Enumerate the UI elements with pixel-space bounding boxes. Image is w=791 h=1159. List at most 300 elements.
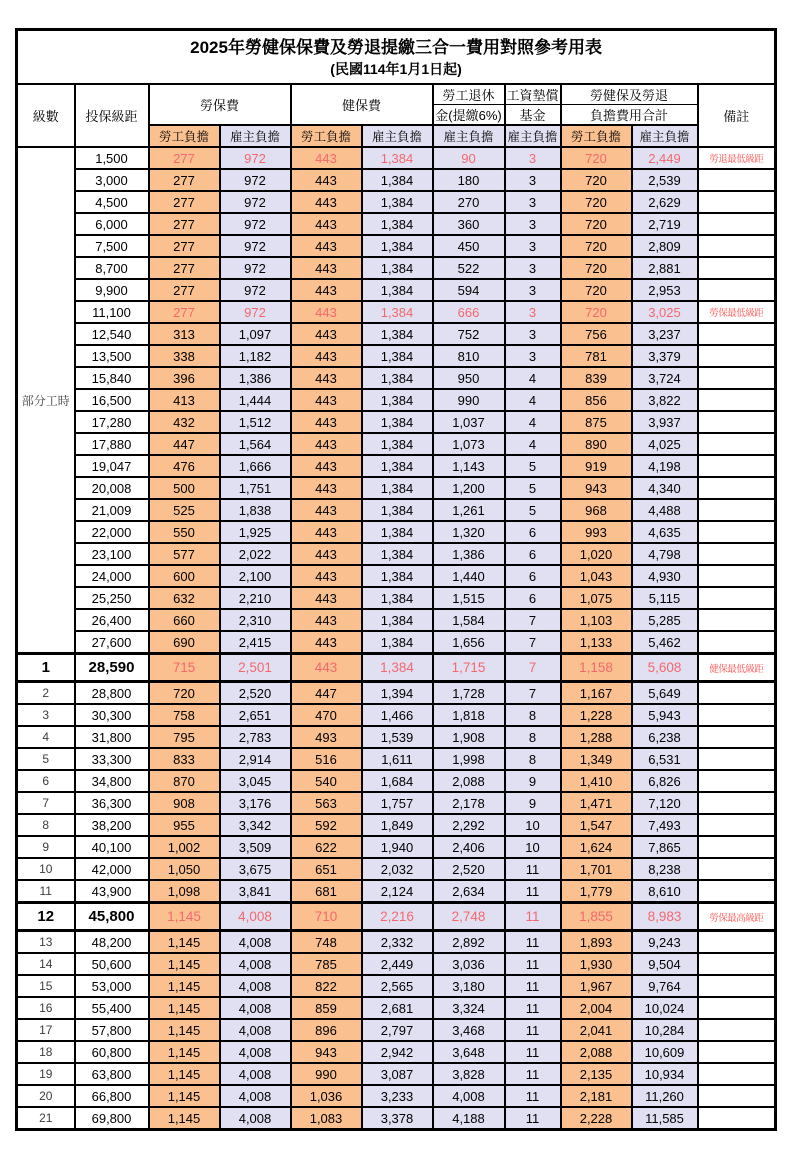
value-cell: 3,045 <box>220 770 291 792</box>
value-cell: 1,384 <box>362 169 433 191</box>
value-cell: 3,937 <box>632 411 698 433</box>
value-cell: 1,384 <box>362 279 433 301</box>
value-cell: 1,384 <box>362 543 433 565</box>
value-cell: 1,384 <box>362 631 433 654</box>
value-cell: 4 <box>505 367 561 389</box>
value-cell: 3 <box>505 323 561 345</box>
value-cell: 1,349 <box>561 748 632 770</box>
value-cell: 2,914 <box>220 748 291 770</box>
salary-bracket-cell: 8,700 <box>75 257 149 279</box>
value-cell: 2,881 <box>632 257 698 279</box>
value-cell: 720 <box>561 169 632 191</box>
value-cell: 1,386 <box>433 543 505 565</box>
table-row <box>17 748 776 770</box>
value-cell: 4,008 <box>220 953 291 975</box>
value-cell: 1,584 <box>433 609 505 631</box>
value-cell: 9 <box>505 792 561 814</box>
value-cell: 1,998 <box>433 748 505 770</box>
value-cell: 1,097 <box>220 323 291 345</box>
value-cell: 476 <box>149 455 220 477</box>
table-row <box>17 587 776 609</box>
value-cell: 3,822 <box>632 389 698 411</box>
value-cell: 2,748 <box>433 903 505 931</box>
value-cell: 11 <box>505 1107 561 1130</box>
value-cell: 1,384 <box>362 389 433 411</box>
value-cell: 5 <box>505 477 561 499</box>
value-cell: 6 <box>505 565 561 587</box>
value-cell: 1,893 <box>561 931 632 954</box>
value-cell: 11,260 <box>632 1085 698 1107</box>
value-cell: 10,609 <box>632 1041 698 1063</box>
value-cell: 6 <box>505 521 561 543</box>
value-cell: 1,384 <box>362 147 433 169</box>
value-cell: 720 <box>561 147 632 169</box>
value-cell: 4,635 <box>632 521 698 543</box>
value-cell: 1,515 <box>433 587 505 609</box>
value-cell: 443 <box>291 367 362 389</box>
value-cell: 540 <box>291 770 362 792</box>
value-cell: 3,378 <box>362 1107 433 1130</box>
salary-bracket-cell: 26,400 <box>75 609 149 631</box>
col-header-level: 級數 <box>17 84 75 147</box>
table-row <box>17 814 776 836</box>
salary-bracket-cell: 24,000 <box>75 565 149 587</box>
salary-bracket-cell: 23,100 <box>75 543 149 565</box>
value-cell: 1,410 <box>561 770 632 792</box>
value-cell: 3 <box>505 235 561 257</box>
value-cell: 1,182 <box>220 345 291 367</box>
table-row <box>17 345 776 367</box>
value-cell: 432 <box>149 411 220 433</box>
value-cell: 3,180 <box>433 975 505 997</box>
value-cell: 3 <box>505 279 561 301</box>
remark-cell <box>698 792 776 814</box>
value-cell: 1,386 <box>220 367 291 389</box>
level-cell: 6 <box>17 770 75 792</box>
value-cell: 443 <box>291 565 362 587</box>
value-cell: 11 <box>505 997 561 1019</box>
value-cell: 443 <box>291 455 362 477</box>
subheader-health-employer-share: 雇主負擔 <box>362 125 433 147</box>
table-row <box>17 213 776 235</box>
value-cell: 3 <box>505 213 561 235</box>
value-cell: 822 <box>291 975 362 997</box>
value-cell: 277 <box>149 257 220 279</box>
level-cell: 17 <box>17 1019 75 1041</box>
salary-bracket-cell: 50,600 <box>75 953 149 975</box>
table-row <box>17 931 776 954</box>
value-cell: 11 <box>505 1063 561 1085</box>
table-row <box>17 323 776 345</box>
value-cell: 443 <box>291 235 362 257</box>
value-cell: 2,520 <box>220 682 291 705</box>
table-row <box>17 1063 776 1085</box>
value-cell: 9 <box>505 770 561 792</box>
page-subtitle: (民國114年1月1日起) <box>330 60 462 77</box>
value-cell: 919 <box>561 455 632 477</box>
value-cell: 470 <box>291 704 362 726</box>
salary-bracket-cell: 31,800 <box>75 726 149 748</box>
value-cell: 3,087 <box>362 1063 433 1085</box>
subheader-wage-fund-employer-share: 雇主負擔 <box>505 125 561 147</box>
value-cell: 1,145 <box>149 903 220 931</box>
salary-bracket-cell: 48,200 <box>75 931 149 954</box>
value-cell: 710 <box>291 903 362 931</box>
value-cell: 443 <box>291 389 362 411</box>
value-cell: 1,940 <box>362 836 433 858</box>
col-header-health-insurance: 健保費 <box>291 84 433 125</box>
value-cell: 443 <box>291 521 362 543</box>
table-row <box>17 521 776 543</box>
value-cell: 443 <box>291 301 362 323</box>
remark-cell <box>698 499 776 521</box>
level-cell: 7 <box>17 792 75 814</box>
value-cell: 450 <box>433 235 505 257</box>
value-cell: 1,967 <box>561 975 632 997</box>
remark-cell <box>698 433 776 455</box>
value-cell: 622 <box>291 836 362 858</box>
value-cell: 525 <box>149 499 220 521</box>
value-cell: 2,953 <box>632 279 698 301</box>
value-cell: 870 <box>149 770 220 792</box>
salary-bracket-cell: 13,500 <box>75 345 149 367</box>
value-cell: 1,145 <box>149 1041 220 1063</box>
salary-bracket-cell: 20,008 <box>75 477 149 499</box>
title-row <box>17 30 776 85</box>
value-cell: 413 <box>149 389 220 411</box>
value-cell: 277 <box>149 191 220 213</box>
value-cell: 4,008 <box>220 931 291 954</box>
value-cell: 443 <box>291 587 362 609</box>
level-cell: 19 <box>17 1063 75 1085</box>
value-cell: 443 <box>291 169 362 191</box>
value-cell: 2,216 <box>362 903 433 931</box>
value-cell: 11 <box>505 1041 561 1063</box>
value-cell: 600 <box>149 565 220 587</box>
value-cell: 3,025 <box>632 301 698 323</box>
value-cell: 90 <box>433 147 505 169</box>
value-cell: 715 <box>149 654 220 682</box>
value-cell: 1,167 <box>561 682 632 705</box>
salary-bracket-cell: 22,000 <box>75 521 149 543</box>
value-cell: 550 <box>149 521 220 543</box>
value-cell: 1,145 <box>149 931 220 954</box>
remark-cell <box>698 235 776 257</box>
value-cell: 4,008 <box>220 1019 291 1041</box>
col-header-pension-line1: 勞工退休 <box>433 84 505 105</box>
value-cell: 338 <box>149 345 220 367</box>
value-cell: 2,088 <box>561 1041 632 1063</box>
salary-bracket-cell: 17,880 <box>75 433 149 455</box>
value-cell: 8,610 <box>632 880 698 903</box>
remark-cell <box>698 455 776 477</box>
value-cell: 6,531 <box>632 748 698 770</box>
value-cell: 4 <box>505 433 561 455</box>
salary-bracket-cell: 60,800 <box>75 1041 149 1063</box>
value-cell: 839 <box>561 367 632 389</box>
value-cell: 4,008 <box>220 1107 291 1130</box>
value-cell: 180 <box>433 169 505 191</box>
salary-bracket-cell: 66,800 <box>75 1085 149 1107</box>
remark-cell <box>698 323 776 345</box>
value-cell: 651 <box>291 858 362 880</box>
value-cell: 447 <box>149 433 220 455</box>
value-cell: 443 <box>291 499 362 521</box>
salary-bracket-cell: 42,000 <box>75 858 149 880</box>
col-header-total-line2: 負擔費用合計 <box>561 105 698 126</box>
subheader-labor-employer-share: 雇主負擔 <box>220 125 291 147</box>
subheader-total-employee-share: 勞工負擔 <box>561 125 632 147</box>
value-cell: 443 <box>291 631 362 654</box>
premium-reference-table <box>15 28 777 1131</box>
salary-bracket-cell: 19,047 <box>75 455 149 477</box>
value-cell: 8 <box>505 748 561 770</box>
remark-cell <box>698 411 776 433</box>
table-row <box>17 147 776 169</box>
salary-bracket-cell: 17,280 <box>75 411 149 433</box>
level-cell: 13 <box>17 931 75 954</box>
value-cell: 720 <box>561 191 632 213</box>
table-row <box>17 411 776 433</box>
value-cell: 11 <box>505 931 561 954</box>
value-cell: 1,384 <box>362 257 433 279</box>
value-cell: 908 <box>149 792 220 814</box>
value-cell: 4,008 <box>220 975 291 997</box>
value-cell: 2,022 <box>220 543 291 565</box>
value-cell: 443 <box>291 345 362 367</box>
value-cell: 3,237 <box>632 323 698 345</box>
value-cell: 1,512 <box>220 411 291 433</box>
value-cell: 1,384 <box>362 367 433 389</box>
value-cell: 1,684 <box>362 770 433 792</box>
remark-cell <box>698 169 776 191</box>
value-cell: 690 <box>149 631 220 654</box>
value-cell: 2,809 <box>632 235 698 257</box>
remark-cell <box>698 367 776 389</box>
remark-cell <box>698 279 776 301</box>
value-cell: 1,002 <box>149 836 220 858</box>
value-cell: 447 <box>291 682 362 705</box>
value-cell: 10,284 <box>632 1019 698 1041</box>
value-cell: 2,004 <box>561 997 632 1019</box>
remark-cell: 勞保最低級距 <box>698 301 776 323</box>
value-cell: 748 <box>291 931 362 954</box>
value-cell: 3,468 <box>433 1019 505 1041</box>
level-cell: 部分工時 <box>17 147 75 654</box>
value-cell: 1,624 <box>561 836 632 858</box>
salary-bracket-cell: 21,009 <box>75 499 149 521</box>
table-row <box>17 609 776 631</box>
value-cell: 720 <box>561 235 632 257</box>
value-cell: 1,728 <box>433 682 505 705</box>
table-row <box>17 565 776 587</box>
value-cell: 2,332 <box>362 931 433 954</box>
value-cell: 720 <box>149 682 220 705</box>
level-cell: 11 <box>17 880 75 903</box>
value-cell: 1,701 <box>561 858 632 880</box>
value-cell: 4,008 <box>433 1085 505 1107</box>
col-header-wage-fund-line2: 基金 <box>505 105 561 126</box>
value-cell: 720 <box>561 279 632 301</box>
salary-bracket-cell: 28,800 <box>75 682 149 705</box>
remark-cell <box>698 704 776 726</box>
remark-cell <box>698 953 776 975</box>
value-cell: 2,719 <box>632 213 698 235</box>
value-cell: 1,715 <box>433 654 505 682</box>
table-row <box>17 836 776 858</box>
value-cell: 3 <box>505 169 561 191</box>
remark-cell <box>698 345 776 367</box>
level-cell: 16 <box>17 997 75 1019</box>
remark-cell <box>698 726 776 748</box>
value-cell: 2,449 <box>362 953 433 975</box>
value-cell: 1,666 <box>220 455 291 477</box>
level-cell: 8 <box>17 814 75 836</box>
value-cell: 2,797 <box>362 1019 433 1041</box>
salary-bracket-cell: 63,800 <box>75 1063 149 1085</box>
value-cell: 3,233 <box>362 1085 433 1107</box>
value-cell: 875 <box>561 411 632 433</box>
salary-bracket-cell: 25,250 <box>75 587 149 609</box>
value-cell: 4,188 <box>433 1107 505 1130</box>
value-cell: 7 <box>505 609 561 631</box>
value-cell: 756 <box>561 323 632 345</box>
value-cell: 9,504 <box>632 953 698 975</box>
value-cell: 1,145 <box>149 1063 220 1085</box>
value-cell: 2,135 <box>561 1063 632 1085</box>
value-cell: 1,384 <box>362 411 433 433</box>
level-cell: 3 <box>17 704 75 726</box>
level-cell: 2 <box>17 682 75 705</box>
value-cell: 8 <box>505 726 561 748</box>
value-cell: 2,041 <box>561 1019 632 1041</box>
value-cell: 6,826 <box>632 770 698 792</box>
header-row-groups <box>17 84 776 105</box>
value-cell: 443 <box>291 257 362 279</box>
value-cell: 1,611 <box>362 748 433 770</box>
salary-bracket-cell: 6,000 <box>75 213 149 235</box>
value-cell: 5,943 <box>632 704 698 726</box>
value-cell: 968 <box>561 499 632 521</box>
value-cell: 3,828 <box>433 1063 505 1085</box>
value-cell: 3,841 <box>220 880 291 903</box>
value-cell: 4 <box>505 389 561 411</box>
value-cell: 2,124 <box>362 880 433 903</box>
value-cell: 11,585 <box>632 1107 698 1130</box>
table-row <box>17 726 776 748</box>
level-cell: 1 <box>17 654 75 682</box>
table-body <box>17 147 776 1130</box>
remark-cell <box>698 1041 776 1063</box>
value-cell: 443 <box>291 323 362 345</box>
value-cell: 6 <box>505 543 561 565</box>
value-cell: 3 <box>505 191 561 213</box>
salary-bracket-cell: 16,500 <box>75 389 149 411</box>
table-row <box>17 631 776 654</box>
value-cell: 1,043 <box>561 565 632 587</box>
value-cell: 1,145 <box>149 997 220 1019</box>
value-cell: 681 <box>291 880 362 903</box>
value-cell: 856 <box>561 389 632 411</box>
value-cell: 2,449 <box>632 147 698 169</box>
remark-cell: 健保最低級距 <box>698 654 776 682</box>
salary-bracket-cell: 15,840 <box>75 367 149 389</box>
table-row <box>17 1085 776 1107</box>
value-cell: 990 <box>433 389 505 411</box>
table-row <box>17 433 776 455</box>
remark-cell <box>698 880 776 903</box>
salary-bracket-cell: 3,000 <box>75 169 149 191</box>
value-cell: 443 <box>291 654 362 682</box>
value-cell: 443 <box>291 213 362 235</box>
value-cell: 11 <box>505 953 561 975</box>
table-row <box>17 1019 776 1041</box>
level-cell: 20 <box>17 1085 75 1107</box>
value-cell: 972 <box>220 235 291 257</box>
remark-cell <box>698 565 776 587</box>
remark-cell <box>698 858 776 880</box>
value-cell: 972 <box>220 169 291 191</box>
remark-cell <box>698 191 776 213</box>
value-cell: 5 <box>505 455 561 477</box>
table-row <box>17 235 776 257</box>
value-cell: 8,238 <box>632 858 698 880</box>
value-cell: 1,158 <box>561 654 632 682</box>
value-cell: 563 <box>291 792 362 814</box>
salary-bracket-cell: 9,900 <box>75 279 149 301</box>
value-cell: 443 <box>291 609 362 631</box>
table-row <box>17 682 776 705</box>
value-cell: 2,292 <box>433 814 505 836</box>
remark-cell <box>698 975 776 997</box>
value-cell: 313 <box>149 323 220 345</box>
value-cell: 2,565 <box>362 975 433 997</box>
value-cell: 1,751 <box>220 477 291 499</box>
value-cell: 1,384 <box>362 499 433 521</box>
remark-cell <box>698 477 776 499</box>
value-cell: 1,384 <box>362 455 433 477</box>
salary-bracket-cell: 53,000 <box>75 975 149 997</box>
value-cell: 1,037 <box>433 411 505 433</box>
salary-bracket-cell: 4,500 <box>75 191 149 213</box>
value-cell: 270 <box>433 191 505 213</box>
value-cell: 758 <box>149 704 220 726</box>
value-cell: 6 <box>505 587 561 609</box>
table-row <box>17 543 776 565</box>
page-title: 2025年勞健保保費及勞退提繳三合一費用對照參考用表 <box>190 38 602 58</box>
value-cell: 2,228 <box>561 1107 632 1130</box>
value-cell: 833 <box>149 748 220 770</box>
value-cell: 1,320 <box>433 521 505 543</box>
value-cell: 943 <box>291 1041 362 1063</box>
col-header-wage-fund-line1: 工資墊償 <box>505 84 561 105</box>
value-cell: 972 <box>220 213 291 235</box>
value-cell: 6,238 <box>632 726 698 748</box>
value-cell: 3,509 <box>220 836 291 858</box>
value-cell: 781 <box>561 345 632 367</box>
value-cell: 1,440 <box>433 565 505 587</box>
value-cell: 1,384 <box>362 654 433 682</box>
value-cell: 1,444 <box>220 389 291 411</box>
value-cell: 896 <box>291 1019 362 1041</box>
value-cell: 4,340 <box>632 477 698 499</box>
value-cell: 1,384 <box>362 235 433 257</box>
table-title-cell <box>17 30 776 85</box>
value-cell: 10 <box>505 814 561 836</box>
value-cell: 3,036 <box>433 953 505 975</box>
value-cell: 1,103 <box>561 609 632 631</box>
remark-cell <box>698 1085 776 1107</box>
